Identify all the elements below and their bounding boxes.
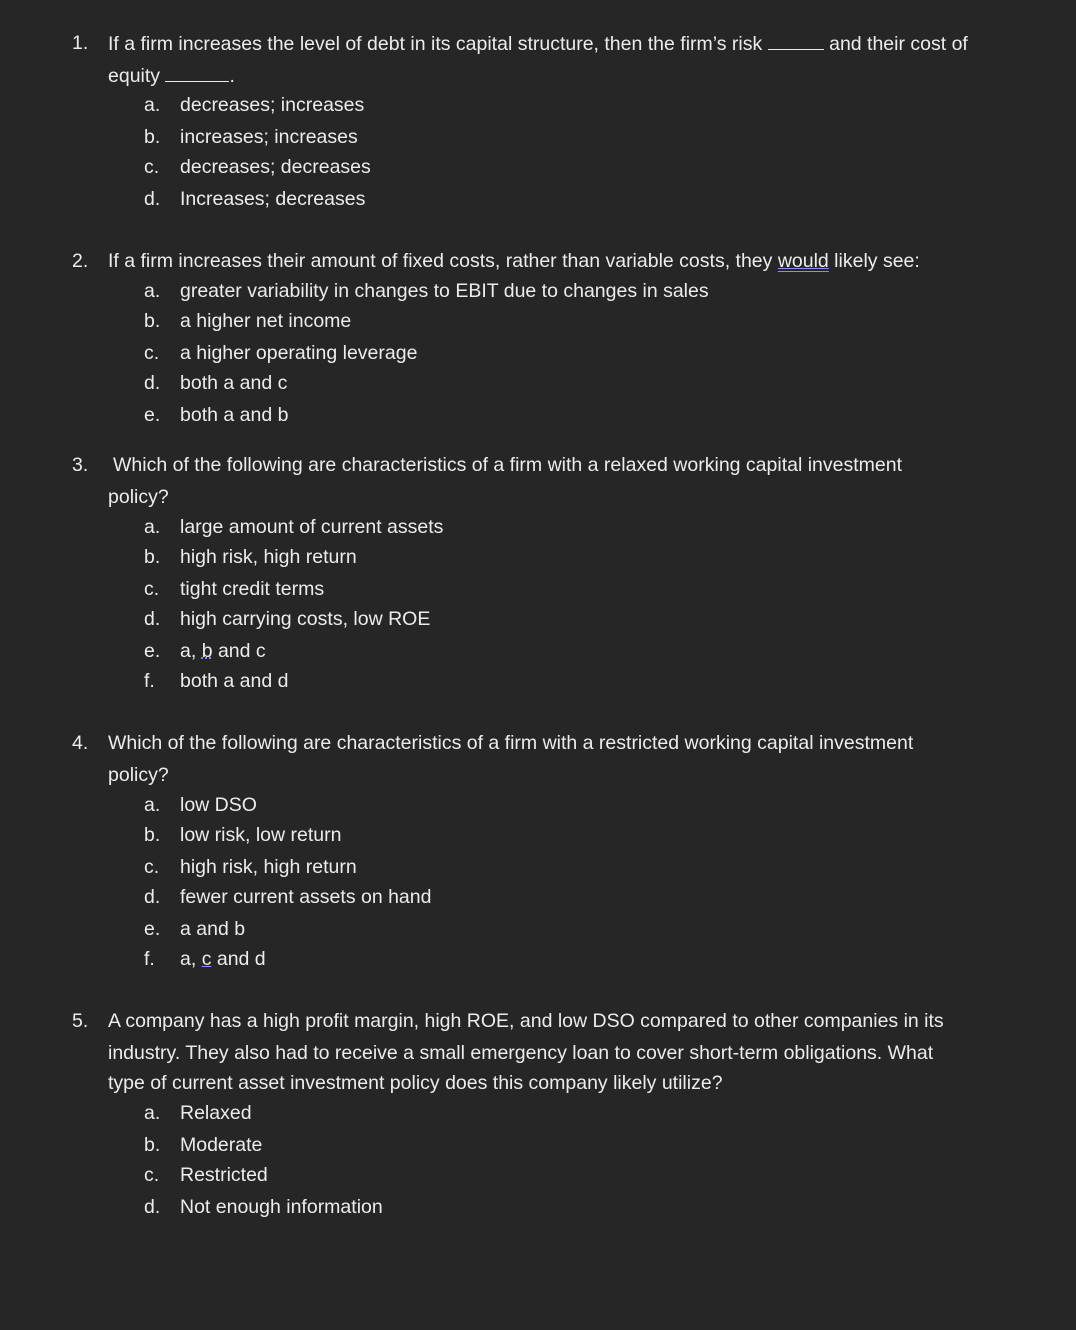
option-text: decreases; increases [180, 94, 365, 116]
option-text-start: a, [180, 640, 202, 662]
option-letter: f. [144, 948, 155, 970]
question-number: 2. [72, 250, 89, 272]
grammar-marked-word: c [201, 948, 212, 970]
answer-option [0, 1101, 1076, 1125]
question-number: 5. [72, 1010, 89, 1032]
option-letter: a. [144, 516, 161, 538]
option-text: Increases; decreases [180, 188, 366, 210]
option-text: both a and c [180, 372, 288, 394]
option-text: both a and d [180, 670, 289, 692]
option-letter: d. [144, 188, 161, 210]
option-text: Moderate [180, 1134, 263, 1156]
question-number: 4. [72, 732, 89, 754]
option-letter: b. [144, 546, 161, 568]
option-text: low DSO [180, 794, 257, 816]
answer-option [0, 155, 1076, 179]
answer-option [0, 309, 1076, 333]
option-text [180, 947, 266, 971]
option-text: decreases; decreases [180, 156, 371, 178]
grammar-marked-word: would [777, 250, 829, 272]
question-text-line-3: type of current asset investment policy does this company likely utilize? [108, 1072, 723, 1094]
answer-option [0, 823, 1076, 847]
option-letter: c. [144, 156, 160, 178]
option-letter: c. [144, 578, 160, 600]
option-letter: e. [144, 640, 161, 662]
answer-option [0, 917, 1076, 941]
answer-option [0, 885, 1076, 909]
answer-option [0, 669, 1076, 693]
option-text: a higher net income [180, 310, 352, 332]
answer-option [0, 279, 1076, 303]
option-text: Relaxed [180, 1102, 252, 1124]
answer-option [0, 545, 1076, 569]
option-letter: e. [144, 918, 161, 940]
question-text: If a firm increases their amount of fixed costs, rather than variable costs, they [108, 250, 778, 272]
question-text-continued: likely see: [828, 250, 920, 272]
option-letter: c. [144, 342, 160, 364]
option-text: increases; increases [180, 126, 358, 148]
question-text-line-1: Which of the following are characteristics of a firm with a restricted working capital investment [108, 732, 914, 754]
option-letter: d. [144, 608, 161, 630]
question-text-line-2: industry. They also had to receive a small emergency loan to cover short-term obligations. What [108, 1042, 934, 1064]
option-letter: f. [144, 670, 155, 692]
option-text: large amount of current assets [180, 516, 444, 538]
option-text: a and b [180, 918, 246, 940]
question-text-line-2: policy? [108, 486, 169, 508]
question-text-line-1: Which of the following are characteristics of a firm with a relaxed working capital investment [113, 454, 902, 476]
answer-blank [165, 63, 229, 82]
question-text-line-2: policy? [108, 764, 169, 786]
question-text-line-1 [108, 31, 968, 56]
question-number: 3. [72, 454, 89, 476]
option-text: low risk, low return [180, 824, 342, 846]
option-letter: a. [144, 1102, 161, 1124]
answer-option [0, 403, 1076, 427]
option-text: Restricted [180, 1164, 268, 1186]
option-letter: a. [144, 794, 161, 816]
answer-option [0, 371, 1076, 395]
answer-option [0, 793, 1076, 817]
question-text: equity [108, 65, 161, 87]
option-text-end: and d [211, 948, 266, 970]
answer-option [0, 515, 1076, 539]
option-text: high risk, high return [180, 546, 357, 568]
option-letter: e. [144, 404, 161, 426]
answer-option [0, 577, 1076, 601]
answer-blank [768, 31, 824, 50]
question-text-continued: and their cost of [829, 33, 968, 55]
answer-option [0, 1133, 1076, 1157]
question-text-line-1: A company has a high profit margin, high ROE, and low DSO compared to other companies in its [108, 1010, 944, 1032]
option-letter: b. [144, 310, 161, 332]
option-text [180, 639, 266, 663]
question-text: If a firm increases the level of debt in its capital structure, then the firm’s risk [108, 33, 763, 55]
answer-option [0, 639, 1076, 663]
question-text-line-2 [108, 63, 235, 88]
option-letter: d. [144, 886, 161, 908]
question-text-line-1 [108, 249, 920, 273]
option-text: greater variability in changes to EBIT due to changes in sales [180, 280, 709, 302]
option-letter: d. [144, 372, 161, 394]
question-number: 1. [72, 32, 89, 54]
answer-option [0, 93, 1076, 117]
option-text: a higher operating leverage [180, 342, 418, 364]
answer-option [0, 607, 1076, 631]
answer-option [0, 1195, 1076, 1219]
option-letter: a. [144, 94, 161, 116]
option-letter: b. [144, 126, 161, 148]
option-text: Not enough information [180, 1196, 383, 1218]
option-letter: d. [144, 1196, 161, 1218]
question-punctuation: . [229, 65, 235, 87]
answer-option [0, 125, 1076, 149]
answer-option [0, 1163, 1076, 1187]
answer-option [0, 187, 1076, 211]
option-letter: c. [144, 1164, 160, 1186]
answer-option [0, 341, 1076, 365]
option-letter: b. [144, 824, 161, 846]
option-letter: c. [144, 856, 160, 878]
option-letter: b. [144, 1134, 161, 1156]
option-text: tight credit terms [180, 578, 325, 600]
option-text: fewer current assets on hand [180, 886, 432, 908]
grammar-marked-word: b [201, 640, 213, 662]
answer-option [0, 855, 1076, 879]
option-text: high risk, high return [180, 856, 357, 878]
option-text: both a and b [180, 404, 289, 426]
option-text-end: and c [212, 640, 266, 662]
answer-option [0, 947, 1076, 971]
option-letter: a. [144, 280, 161, 302]
option-text: high carrying costs, low ROE [180, 608, 431, 630]
option-text-start: a, [180, 948, 202, 970]
